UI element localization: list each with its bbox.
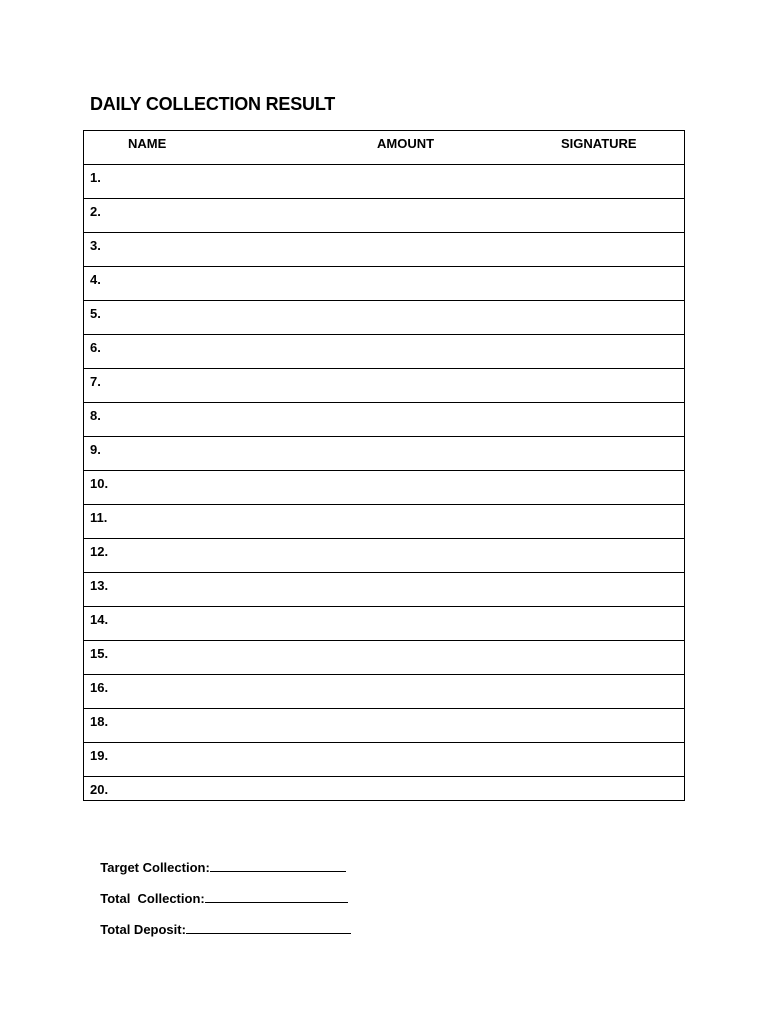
table-row[interactable] [84, 165, 684, 199]
row-number: 14. [90, 612, 109, 627]
total-deposit-blank[interactable] [186, 921, 351, 934]
table-row[interactable] [84, 709, 684, 743]
total-collection-blank[interactable] [205, 890, 348, 903]
row-number: 16. [90, 680, 109, 695]
table-row[interactable] [84, 301, 684, 335]
target-collection-line [93, 844, 346, 875]
row-number: 6. [90, 340, 101, 355]
row-number: 1. [90, 170, 101, 185]
table-row[interactable] [84, 437, 684, 471]
table-row[interactable] [84, 233, 684, 267]
target-collection-label: Target Collection: [100, 860, 210, 875]
table-row[interactable] [84, 777, 684, 811]
table-row[interactable] [84, 267, 684, 301]
table-row[interactable] [84, 675, 684, 709]
table-row[interactable] [84, 539, 684, 573]
row-number: 18. [90, 714, 109, 729]
table-row[interactable] [84, 743, 684, 777]
row-number: 11. [90, 510, 108, 525]
total-collection-label: Total Collection: [100, 891, 205, 906]
target-collection-blank[interactable] [210, 859, 346, 872]
row-number: 7. [90, 374, 101, 389]
row-number: 15. [90, 646, 109, 661]
table-row[interactable] [84, 335, 684, 369]
table-header [84, 131, 684, 165]
table-row[interactable] [84, 573, 684, 607]
row-number: 2. [90, 204, 101, 219]
column-header-name: NAME [128, 136, 167, 151]
table-row[interactable] [84, 641, 684, 675]
row-number: 8. [90, 408, 101, 423]
table-row[interactable] [84, 471, 684, 505]
row-number: 13. [90, 578, 109, 593]
column-header-amount: AMOUNT [377, 136, 435, 151]
table-row[interactable] [84, 607, 684, 641]
row-number: 5. [90, 306, 101, 321]
row-number: 19. [90, 748, 109, 763]
table-row[interactable] [84, 369, 684, 403]
row-number: 4. [90, 272, 101, 287]
row-number: 20. [90, 782, 109, 797]
table-row[interactable] [84, 505, 684, 539]
total-deposit-label: Total Deposit: [100, 922, 186, 937]
row-number: 9. [90, 442, 101, 457]
row-number: 12. [90, 544, 109, 559]
collection-table [83, 130, 685, 801]
row-number: 10. [90, 476, 109, 491]
table-row[interactable] [84, 403, 684, 437]
page-title: DAILY COLLECTION RESULT [90, 94, 336, 114]
total-collection-line [93, 875, 348, 906]
table-row[interactable] [84, 199, 684, 233]
column-header-signature: SIGNATURE [561, 136, 637, 151]
row-number: 3. [90, 238, 101, 253]
total-deposit-line [93, 906, 351, 937]
